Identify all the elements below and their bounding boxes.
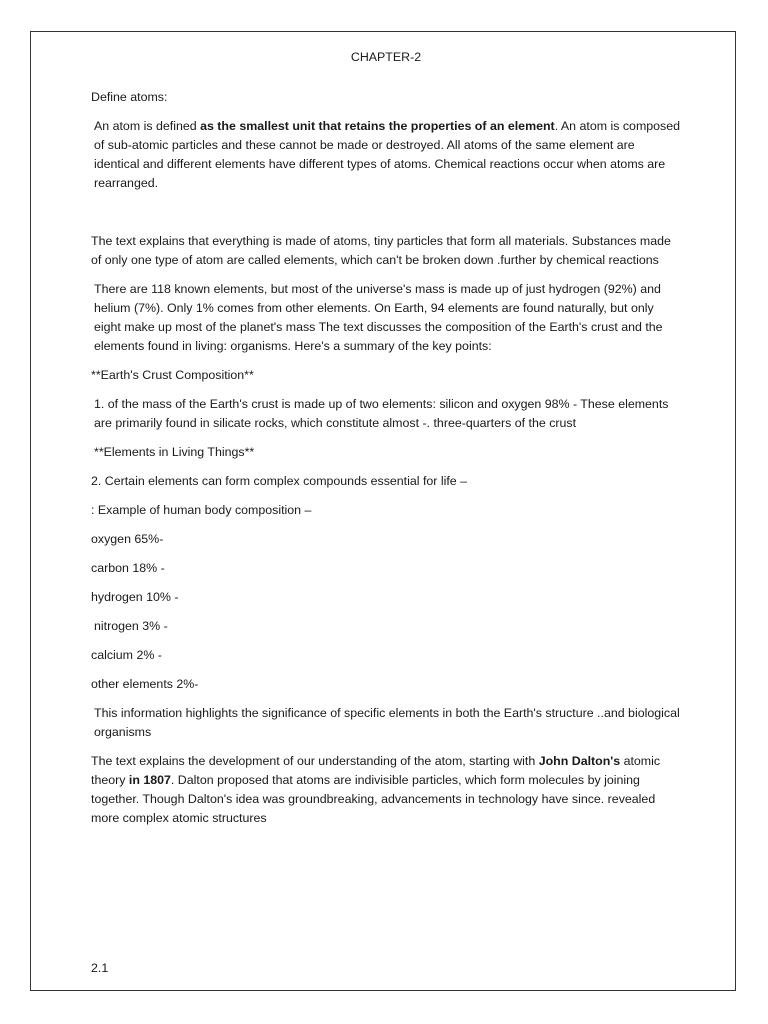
crust-heading: **Earth's Crust Composition** — [91, 368, 254, 382]
atoms-paragraph: The text explains that everything is made of atoms, tiny particles that form all materials. Substances made of only one type of atom are called elements, which can't be broken down .further by chemical reactions — [91, 234, 671, 267]
atom-def-bold: as the smallest unit that retains the properties of an element — [200, 119, 555, 133]
dalton-text-mid: atomic theory — [91, 754, 661, 787]
dalton-year: in 1807 — [128, 773, 171, 787]
atom-def-text-rest: . An atom is composed of sub-atomic particles and these cannot be made or destroyed. All atoms of the same element are identical and different elements have different types of atoms. Chemical reactions occur when atoms are rearranged. — [94, 119, 681, 190]
composition-item: carbon 18% - — [91, 561, 165, 575]
define-atoms-heading: Define atoms: — [91, 90, 168, 104]
dalton-name: John Dalton's — [538, 754, 621, 768]
dalton-text-rest: . Dalton proposed that atoms are indivisible particles, which form molecules by joining together. Though Dalton's idea was groundbreaking, advancements in technology have since. revealed more complex atomic structures — [91, 773, 656, 825]
dalton-text: The text explains the development of our understanding of the atom, starting with — [91, 754, 539, 768]
composition-item: hydrogen 10% - — [91, 590, 179, 604]
elements-paragraph: There are 118 known elements, but most of the universe's mass is made up of just hydrogen (92%) and helium (7%). Only 1% comes from other elements. On Earth, 94 elements are found naturally, but only eight make up most of the planet's mass The text discusses the composition of the Earth's crust and the elements found in living: organisms. Here's a summary of the key points: — [94, 282, 663, 353]
document-page — [30, 31, 736, 991]
composition-item: other elements 2%- — [91, 677, 199, 691]
page-content — [91, 48, 681, 838]
dalton-paragraph — [91, 752, 681, 828]
living-heading: **Elements in Living Things** — [94, 445, 255, 459]
living-point: 2. Certain elements can form complex compounds essential for life – — [91, 474, 468, 488]
composition-item: nitrogen 3% - — [94, 619, 168, 633]
composition-item: oxygen 65%- — [91, 532, 164, 546]
composition-item: calcium 2% - — [91, 648, 162, 662]
page-number: 2.1 — [91, 961, 109, 975]
crust-point: 1. of the mass of the Earth's crust is made up of two elements: silicon and oxygen 98% - These elements are primarily found in silicate rocks, which constitute almost -. three-quarters of the crust — [94, 397, 669, 430]
chapter-title: CHAPTER-2 — [350, 50, 422, 64]
atom-def-text: An atom is defined — [94, 119, 201, 133]
atom-definition-paragraph — [91, 117, 681, 193]
summary-paragraph: This information highlights the significance of specific elements in both the Earth's structure ..and biological organisms — [94, 706, 680, 739]
example-heading: : Example of human body composition – — [91, 503, 312, 517]
